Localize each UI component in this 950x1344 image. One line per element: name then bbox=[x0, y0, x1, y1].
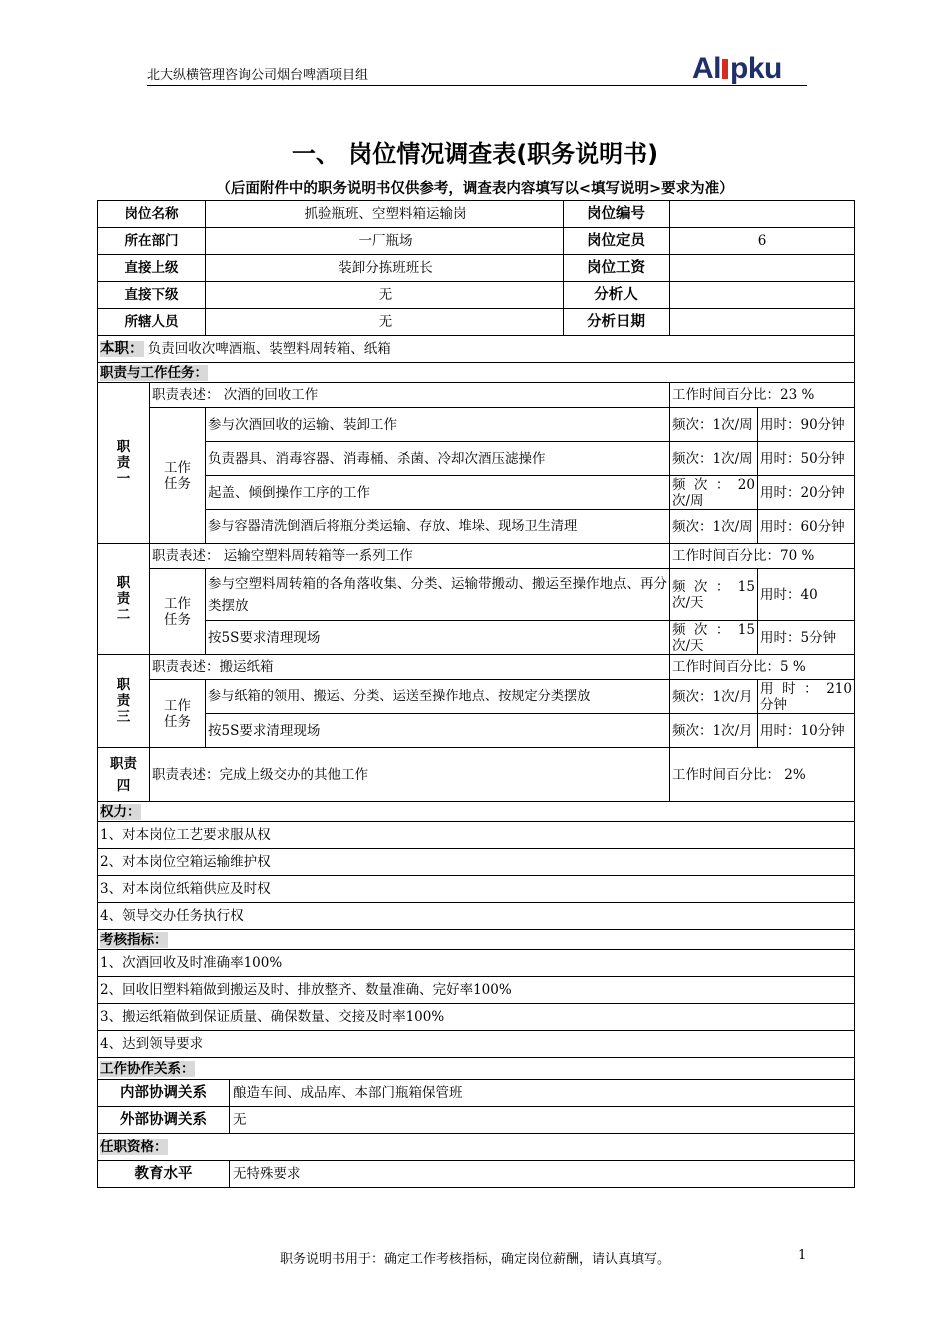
dept-text: 一厂瓶场 bbox=[358, 233, 413, 249]
duty1-desc: 职责表述： 次酒的回收工作 bbox=[150, 383, 670, 408]
dept-value bbox=[206, 228, 670, 255]
external-row bbox=[98, 1107, 855, 1134]
external-value: 无 bbox=[233, 1112, 247, 1128]
duty1-label: 职 责 一 bbox=[98, 383, 150, 544]
analyst-label: 分析人 bbox=[594, 287, 638, 303]
external-cell bbox=[98, 1107, 855, 1134]
date-label: 分析日期 bbox=[587, 314, 645, 330]
duty3-pct: 工作时间百分比：5 % bbox=[670, 655, 855, 680]
duties-section bbox=[98, 363, 855, 383]
duty1-task1: 参与次酒回收的运输、装卸工作 bbox=[206, 408, 670, 442]
authority-row bbox=[98, 849, 855, 876]
education-row bbox=[98, 1161, 855, 1188]
row-subordinate bbox=[98, 282, 855, 309]
superior-value bbox=[206, 255, 670, 282]
post-name-text: 抓验瓶班、空塑料箱运输岗 bbox=[304, 206, 467, 222]
staff-text: 无 bbox=[378, 314, 393, 330]
internal-label: 内部协调关系 bbox=[98, 1080, 230, 1106]
dept-label: 所在部门 bbox=[98, 228, 206, 255]
kpi-row bbox=[98, 950, 855, 977]
subordinate-value bbox=[206, 282, 670, 309]
duty1-work-task-label: 工作 任务 bbox=[150, 408, 206, 544]
kpi-header-row bbox=[98, 930, 855, 950]
analyst-value bbox=[670, 282, 855, 309]
duty3-work-task-label: 工作 任务 bbox=[150, 680, 206, 748]
authority-item: 2、对本岗位空箱运输维护权 bbox=[98, 849, 855, 876]
duty1-task4: 参与容器清洗倒酒后将瓶分类运输、存放、堆垛、现场卫生清理 bbox=[206, 510, 670, 544]
cooperation-section bbox=[98, 1058, 855, 1080]
date-value bbox=[670, 309, 855, 336]
duty1-desc-row bbox=[98, 383, 855, 408]
authority-header-row bbox=[98, 802, 855, 822]
duty1-task4-freq: 频次：1次/周 bbox=[670, 510, 758, 544]
duty1-task1-freq: 频次：1次/周 bbox=[670, 408, 758, 442]
post-name-value bbox=[206, 201, 670, 228]
row-post-name bbox=[98, 201, 855, 228]
duty2-task2-time: 用时：5分钟 bbox=[758, 621, 855, 655]
duty3-task2-time: 用时：10分钟 bbox=[758, 714, 855, 748]
authority-row bbox=[98, 822, 855, 849]
duty2-task1-time: 用时：40 bbox=[758, 569, 855, 621]
duty3-task-row bbox=[98, 680, 855, 714]
internal-cell bbox=[98, 1080, 855, 1107]
authority-item: 3、对本岗位纸箱供应及时权 bbox=[98, 876, 855, 903]
duty4-desc: 职责表述：完成上级交办的其他工作 bbox=[150, 748, 670, 802]
authority-item: 1、对本岗位工艺要求服从权 bbox=[98, 822, 855, 849]
staff-label: 所辖人员 bbox=[98, 309, 206, 336]
duty3-task2: 按5S要求清理现场 bbox=[206, 714, 670, 748]
kpi-label: 考核指标： bbox=[100, 931, 168, 948]
duty2-pct: 工作时间百分比：70 % bbox=[670, 544, 855, 569]
quota-value: 6 bbox=[670, 228, 855, 255]
salary-label: 岗位工资 bbox=[587, 260, 645, 276]
duty2-task-row bbox=[98, 569, 855, 621]
duty3-task1-time: 用 时 ： 210分钟 bbox=[758, 680, 855, 714]
footer-note: 职务说明书用于：确定工作考核指标，确定岗位薪酬，请认真填写。 bbox=[279, 1252, 670, 1267]
qualification-section bbox=[98, 1134, 855, 1161]
duty1-pct: 工作时间百分比：23 % bbox=[670, 383, 855, 408]
duty3-task2-freq: 频次：1次/月 bbox=[670, 714, 758, 748]
duty4-pct: 工作时间百分比： 2% bbox=[670, 748, 855, 802]
duty2-task1: 参与空塑料周转箱的各角落收集、分类、运输带搬动、搬运至操作地点、再分类摆放 bbox=[206, 569, 670, 621]
duty3-label: 职 责 三 bbox=[98, 655, 150, 748]
duty1-task3: 起盖、倾倒操作工序的工作 bbox=[206, 476, 670, 510]
duty1-task3-freq: 频 次 ： 20次/周 bbox=[670, 476, 758, 510]
qualification-label: 任职资格： bbox=[100, 1139, 168, 1155]
duty1-task1-time: 用时：90分钟 bbox=[758, 408, 855, 442]
duty1-task2-freq: 频次：1次/周 bbox=[670, 442, 758, 476]
kpi-item: 4、达到领导要求 bbox=[98, 1031, 855, 1058]
education-value: 无特殊要求 bbox=[233, 1166, 301, 1182]
duty3-task1: 参与纸箱的领用、搬运、分类、运送至操作地点、按规定分类摆放 bbox=[206, 680, 670, 714]
row-dept bbox=[98, 228, 855, 255]
authority-label: 权力： bbox=[100, 803, 141, 820]
page-subtitle: （后面附件中的职务说明书仅供参考，调查表内容填写以<填写说明>要求为准） bbox=[216, 181, 734, 197]
duty1-task2: 负责器具、消毒容器、消毒桶、杀菌、冷却次酒压滤操作 bbox=[206, 442, 670, 476]
education-label: 教育水平 bbox=[98, 1161, 230, 1187]
duty2-task2: 按5S要求清理现场 bbox=[206, 621, 670, 655]
row-staff bbox=[98, 309, 855, 336]
duty2-desc-row bbox=[98, 544, 855, 569]
row-superior bbox=[98, 255, 855, 282]
header-org: 北大纵横管理咨询公司烟台啤酒项目组 bbox=[147, 68, 369, 83]
authority-row bbox=[98, 903, 855, 930]
page-title: 一、 岗位情况调查表(职务说明书) bbox=[291, 140, 659, 168]
duty1-task-row bbox=[98, 408, 855, 442]
cooperation-header-row bbox=[98, 1058, 855, 1080]
duty4-label: 职责 四 bbox=[98, 748, 150, 802]
kpi-item: 2、回收旧塑料箱做到搬运及时、排放整齐、数量准确、完好率100% bbox=[98, 977, 855, 1004]
subordinate-label: 直接下级 bbox=[98, 282, 206, 309]
authority-item: 4、领导交办任务执行权 bbox=[98, 903, 855, 930]
education-cell bbox=[98, 1161, 855, 1188]
cooperation-label: 工作协作关系： bbox=[100, 1060, 195, 1077]
internal-value: 酿造车间、成品库、本部门瓶箱保管班 bbox=[233, 1085, 463, 1101]
duty3-task1-freq: 频次：1次/月 bbox=[670, 680, 758, 714]
post-name-label: 岗位名称 bbox=[98, 201, 206, 228]
row-duties-header bbox=[98, 363, 855, 383]
duties-label: 职责与工作任务： bbox=[100, 364, 208, 381]
duty2-desc: 职责表述： 运输空塑料周转箱等一系列工作 bbox=[150, 544, 670, 569]
duty2-task-row bbox=[98, 621, 855, 655]
company-logo: Al pku bbox=[692, 52, 782, 85]
post-no-label: 岗位编号 bbox=[587, 206, 645, 222]
kpi-row bbox=[98, 1004, 855, 1031]
duty4-row bbox=[98, 748, 855, 802]
kpi-item: 3、搬运纸箱做到保证质量、确保数量、交接及时率100% bbox=[98, 1004, 855, 1031]
duty2-work-task-label: 工作 任务 bbox=[150, 569, 206, 655]
external-label: 外部协调关系 bbox=[98, 1107, 230, 1133]
main-duty-text: 负责回收次啤酒瓶、装塑料周转箱、纸箱 bbox=[147, 341, 391, 357]
duty1-task2-time: 用时：50分钟 bbox=[758, 442, 855, 476]
superior-label: 直接上级 bbox=[98, 255, 206, 282]
main-duty bbox=[98, 336, 855, 363]
staff-value bbox=[206, 309, 670, 336]
duty3-desc: 职责表述：搬运纸箱 bbox=[150, 655, 670, 680]
duty3-desc-row bbox=[98, 655, 855, 680]
row-main-duty bbox=[98, 336, 855, 363]
header-divider bbox=[147, 85, 807, 86]
kpi-row bbox=[98, 977, 855, 1004]
duty1-task-row bbox=[98, 442, 855, 476]
duty1-task-row bbox=[98, 476, 855, 510]
page-number: 1 bbox=[798, 1248, 807, 1263]
quota-label: 岗位定员 bbox=[587, 233, 645, 249]
duty2-label: 职 责 二 bbox=[98, 544, 150, 655]
qualification-header-row bbox=[98, 1134, 855, 1161]
duty3-task-row bbox=[98, 714, 855, 748]
main-duty-label: 本职： bbox=[100, 341, 144, 357]
kpi-row bbox=[98, 1031, 855, 1058]
kpi-item: 1、次酒回收及时准确率100% bbox=[98, 950, 855, 977]
duty1-task-row bbox=[98, 510, 855, 544]
duty2-task2-freq: 频 次 ： 15次/天 bbox=[670, 621, 758, 655]
authority-section bbox=[98, 802, 855, 822]
authority-row bbox=[98, 876, 855, 903]
kpi-section bbox=[98, 930, 855, 950]
internal-row bbox=[98, 1080, 855, 1107]
salary-value bbox=[670, 255, 855, 282]
superior-text: 装卸分拣班班长 bbox=[338, 260, 433, 276]
subordinate-text: 无 bbox=[378, 287, 393, 303]
job-survey-table bbox=[97, 200, 855, 1188]
duty1-task4-time: 用时：60分钟 bbox=[758, 510, 855, 544]
duty2-task1-freq: 频 次 ： 15次/天 bbox=[670, 569, 758, 621]
duty1-task3-time: 用时：20分钟 bbox=[758, 476, 855, 510]
post-no-value bbox=[670, 201, 855, 228]
